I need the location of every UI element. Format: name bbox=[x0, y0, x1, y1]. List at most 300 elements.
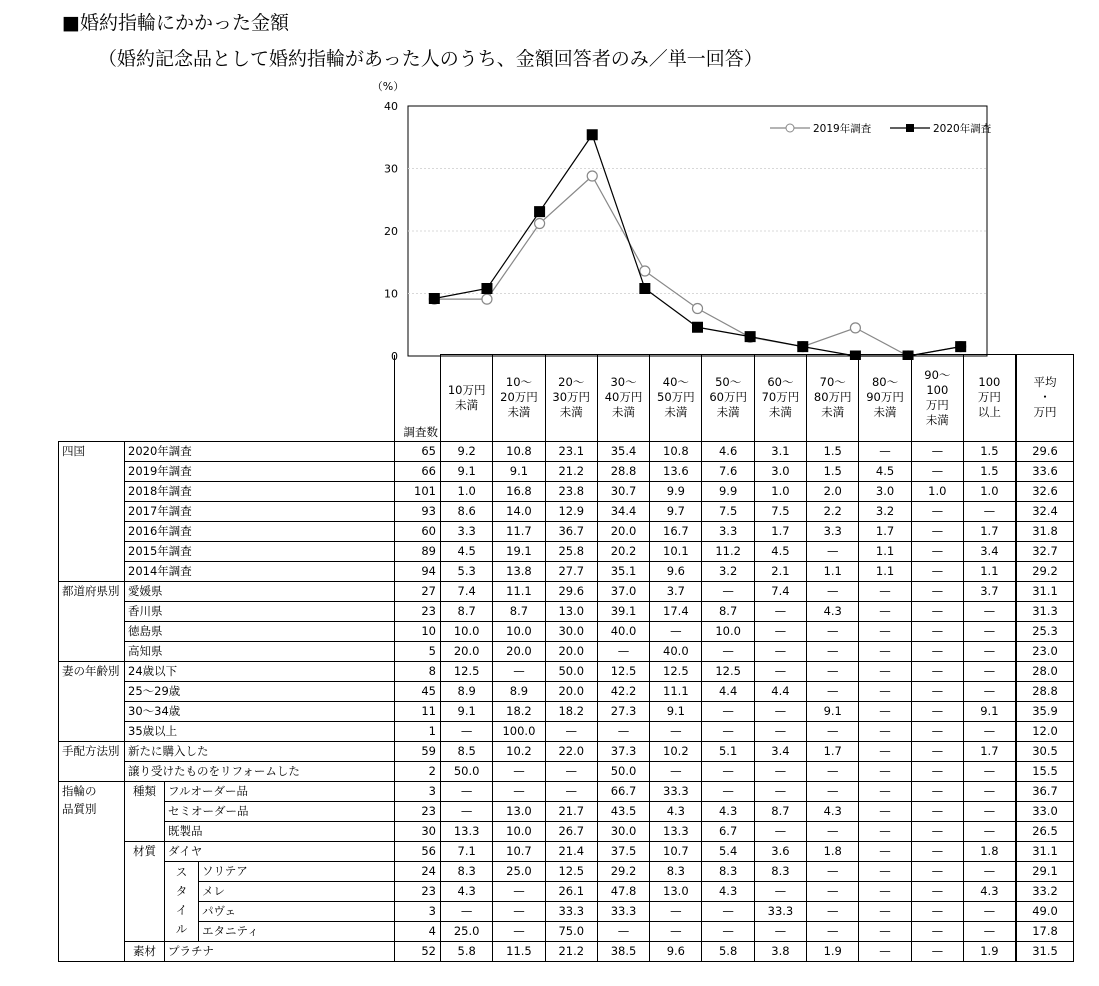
table-row bbox=[59, 761, 1074, 781]
value-cell: — bbox=[911, 941, 963, 961]
count-cell: 10 bbox=[395, 621, 441, 641]
value-cell: 7.4 bbox=[754, 581, 806, 601]
value-cell: — bbox=[911, 821, 963, 841]
value-cell: 13.0 bbox=[650, 881, 702, 901]
row-label: エタニティ bbox=[199, 921, 395, 941]
avg-cell: 26.5 bbox=[1016, 821, 1074, 841]
value-cell: 8.3 bbox=[441, 861, 493, 881]
count-cell: 3 bbox=[395, 781, 441, 801]
header-line: 60万円 bbox=[709, 390, 747, 405]
subgroup-label: 素材 bbox=[125, 941, 165, 961]
value-cell: 3.6 bbox=[754, 841, 806, 861]
value-cell: 66.7 bbox=[597, 781, 649, 801]
value-cell: — bbox=[963, 821, 1015, 841]
value-cell: — bbox=[859, 941, 911, 961]
column-header bbox=[702, 355, 754, 442]
value-cell: 8.7 bbox=[441, 601, 493, 621]
table-row bbox=[59, 941, 1074, 961]
value-cell: 11.1 bbox=[650, 681, 702, 701]
column-header bbox=[597, 355, 649, 442]
point-2020 bbox=[481, 283, 492, 294]
value-cell: — bbox=[911, 601, 963, 621]
value-cell: 25.8 bbox=[545, 541, 597, 561]
value-cell: 1.8 bbox=[807, 841, 859, 861]
value-cell: 35.4 bbox=[597, 441, 649, 461]
count-cell: 3 bbox=[395, 901, 441, 921]
count-cell: 8 bbox=[395, 661, 441, 681]
value-cell: — bbox=[807, 901, 859, 921]
value-cell: — bbox=[754, 641, 806, 661]
row-label: 既製品 bbox=[165, 821, 395, 841]
value-cell: 3.4 bbox=[754, 741, 806, 761]
value-cell: 37.0 bbox=[597, 581, 649, 601]
value-cell: — bbox=[911, 921, 963, 941]
value-cell: — bbox=[702, 721, 754, 741]
value-cell: 36.7 bbox=[545, 521, 597, 541]
row-label: 2018年調査 bbox=[125, 481, 395, 501]
count-cell: 66 bbox=[395, 461, 441, 481]
value-cell: — bbox=[963, 801, 1015, 821]
column-header bbox=[493, 355, 545, 442]
count-cell: 1 bbox=[395, 721, 441, 741]
point-2020 bbox=[955, 341, 966, 352]
style-label-char: イ bbox=[175, 903, 188, 917]
point-2020 bbox=[639, 283, 650, 294]
row-label: 25〜29歳 bbox=[125, 681, 395, 701]
group-label: 妻の年齢別 bbox=[59, 661, 125, 741]
value-cell: 8.5 bbox=[441, 741, 493, 761]
value-cell: 3.1 bbox=[754, 441, 806, 461]
value-cell: — bbox=[911, 561, 963, 581]
value-cell: 7.5 bbox=[754, 501, 806, 521]
value-cell: 4.4 bbox=[702, 681, 754, 701]
count-cell: 56 bbox=[395, 841, 441, 861]
value-cell: 18.2 bbox=[545, 701, 597, 721]
table-row bbox=[59, 721, 1074, 741]
legend-label: 2019年調査 bbox=[813, 123, 872, 135]
column-header bbox=[754, 355, 806, 442]
group-label-line: 品質別 bbox=[62, 801, 97, 816]
value-cell: — bbox=[493, 781, 545, 801]
column-header bbox=[859, 355, 911, 442]
group-label-line: 指輪の bbox=[62, 783, 97, 798]
value-cell: 25.0 bbox=[441, 921, 493, 941]
value-cell: 4.3 bbox=[807, 801, 859, 821]
value-cell: — bbox=[441, 781, 493, 801]
value-cell: 38.5 bbox=[597, 941, 649, 961]
value-cell: 34.4 bbox=[597, 501, 649, 521]
value-cell: 10.0 bbox=[441, 621, 493, 641]
value-cell: 10.2 bbox=[493, 741, 545, 761]
point-2020 bbox=[429, 293, 440, 304]
value-cell: — bbox=[807, 921, 859, 941]
value-cell: 13.3 bbox=[650, 821, 702, 841]
value-cell: 50.0 bbox=[597, 761, 649, 781]
table-row bbox=[59, 821, 1074, 841]
count-header: 調査数 bbox=[395, 355, 441, 442]
avg-header bbox=[1016, 355, 1074, 442]
avg-cell: 29.6 bbox=[1016, 441, 1074, 461]
value-cell: — bbox=[754, 621, 806, 641]
column-header bbox=[650, 355, 702, 442]
value-cell: 20.0 bbox=[597, 521, 649, 541]
legend-marker-circle bbox=[786, 124, 794, 132]
avg-cell: 28.8 bbox=[1016, 681, 1074, 701]
style-label-char: ス bbox=[175, 865, 188, 879]
count-cell: 60 bbox=[395, 521, 441, 541]
value-cell: 23.1 bbox=[545, 441, 597, 461]
avg-cell: 29.1 bbox=[1016, 861, 1074, 881]
y-tick-label: 30 bbox=[384, 162, 398, 176]
value-cell: 13.0 bbox=[545, 601, 597, 621]
value-cell: — bbox=[493, 901, 545, 921]
header-line: 20〜 bbox=[558, 375, 585, 390]
value-cell: — bbox=[859, 681, 911, 701]
value-cell: — bbox=[911, 721, 963, 741]
value-cell: 4.3 bbox=[963, 881, 1015, 901]
value-cell: 13.0 bbox=[493, 801, 545, 821]
value-cell: — bbox=[754, 661, 806, 681]
value-cell: — bbox=[493, 881, 545, 901]
value-cell: 3.7 bbox=[650, 581, 702, 601]
header-line: 30〜 bbox=[610, 375, 637, 390]
value-cell: 10.7 bbox=[650, 841, 702, 861]
value-cell: 8.3 bbox=[650, 861, 702, 881]
header-line: 100 bbox=[926, 382, 949, 397]
avg-cell: 32.7 bbox=[1016, 541, 1074, 561]
column-header bbox=[545, 355, 597, 442]
value-cell: 9.9 bbox=[650, 481, 702, 501]
value-cell: — bbox=[754, 601, 806, 621]
header-line: 万円 bbox=[1033, 405, 1057, 420]
value-cell: 10.1 bbox=[650, 541, 702, 561]
value-cell: 1.9 bbox=[963, 941, 1015, 961]
count-cell: 23 bbox=[395, 881, 441, 901]
group-label: 都道府県別 bbox=[59, 581, 125, 661]
row-label: 愛媛県 bbox=[125, 581, 395, 601]
avg-cell: 28.0 bbox=[1016, 661, 1074, 681]
avg-cell: 15.5 bbox=[1016, 761, 1074, 781]
value-cell: — bbox=[963, 601, 1015, 621]
value-cell: 12.5 bbox=[597, 661, 649, 681]
avg-cell: 31.5 bbox=[1016, 941, 1074, 961]
row-label: 35歳以上 bbox=[125, 721, 395, 741]
data-table bbox=[58, 354, 1074, 962]
value-cell: — bbox=[963, 921, 1015, 941]
value-cell: 11.5 bbox=[493, 941, 545, 961]
value-cell: — bbox=[754, 761, 806, 781]
header-line: 70〜 bbox=[819, 375, 846, 390]
avg-cell: 29.2 bbox=[1016, 561, 1074, 581]
header-line: 未満 bbox=[612, 405, 636, 420]
value-cell: — bbox=[650, 621, 702, 641]
value-cell: — bbox=[859, 661, 911, 681]
value-cell: — bbox=[545, 721, 597, 741]
value-cell: — bbox=[807, 721, 859, 741]
value-cell: 10.7 bbox=[493, 841, 545, 861]
row-label: 2014年調査 bbox=[125, 561, 395, 581]
value-cell: 1.7 bbox=[963, 521, 1015, 541]
value-cell: — bbox=[493, 661, 545, 681]
value-cell: 1.1 bbox=[963, 561, 1015, 581]
value-cell: 3.3 bbox=[702, 521, 754, 541]
legend-marker-square bbox=[906, 124, 914, 132]
value-cell: 42.2 bbox=[597, 681, 649, 701]
value-cell: 1.7 bbox=[754, 521, 806, 541]
value-cell: 4.6 bbox=[702, 441, 754, 461]
table-row bbox=[59, 461, 1074, 481]
header-line: 未満 bbox=[925, 412, 949, 427]
value-cell: — bbox=[963, 781, 1015, 801]
value-cell: 11.1 bbox=[493, 581, 545, 601]
value-cell: — bbox=[493, 761, 545, 781]
value-cell: — bbox=[807, 881, 859, 901]
avg-cell: 23.0 bbox=[1016, 641, 1074, 661]
header-line: 万円 bbox=[925, 397, 949, 412]
value-cell: 6.7 bbox=[702, 821, 754, 841]
count-cell: 27 bbox=[395, 581, 441, 601]
value-cell: 10.0 bbox=[702, 621, 754, 641]
count-cell: 59 bbox=[395, 741, 441, 761]
value-cell: — bbox=[807, 781, 859, 801]
value-cell: 10.8 bbox=[493, 441, 545, 461]
value-cell: — bbox=[911, 761, 963, 781]
value-cell: — bbox=[963, 501, 1015, 521]
value-cell: — bbox=[911, 621, 963, 641]
line-chart bbox=[0, 0, 1099, 360]
value-cell: 1.5 bbox=[807, 461, 859, 481]
header-line: 30万円 bbox=[552, 390, 591, 405]
table-row bbox=[59, 601, 1074, 621]
legend-label: 2020年調査 bbox=[933, 123, 992, 135]
value-cell: 21.2 bbox=[545, 941, 597, 961]
value-cell: 39.1 bbox=[597, 601, 649, 621]
value-cell: 9.1 bbox=[807, 701, 859, 721]
value-cell: 1.8 bbox=[963, 841, 1015, 861]
point-2019 bbox=[482, 294, 492, 304]
value-cell: — bbox=[754, 921, 806, 941]
value-cell: 1.0 bbox=[911, 481, 963, 501]
point-2019 bbox=[587, 171, 597, 181]
value-cell: — bbox=[754, 821, 806, 841]
subgroup-label: 材質 bbox=[125, 841, 165, 941]
column-header bbox=[807, 355, 859, 442]
value-cell: 4.4 bbox=[754, 681, 806, 701]
value-cell: — bbox=[754, 881, 806, 901]
value-cell: 20.0 bbox=[441, 641, 493, 661]
value-cell: — bbox=[859, 921, 911, 941]
value-cell: 4.3 bbox=[702, 881, 754, 901]
value-cell: 12.9 bbox=[545, 501, 597, 521]
value-cell: — bbox=[963, 721, 1015, 741]
value-cell: 27.3 bbox=[597, 701, 649, 721]
value-cell: 2.1 bbox=[754, 561, 806, 581]
row-label: 2016年調査 bbox=[125, 521, 395, 541]
table-row bbox=[59, 441, 1074, 461]
value-cell: 5.8 bbox=[702, 941, 754, 961]
table-row bbox=[59, 481, 1074, 501]
value-cell: 1.0 bbox=[441, 481, 493, 501]
avg-cell: 17.8 bbox=[1016, 921, 1074, 941]
value-cell: — bbox=[911, 701, 963, 721]
value-cell: — bbox=[911, 741, 963, 761]
value-cell: — bbox=[859, 621, 911, 641]
value-cell: 12.5 bbox=[650, 661, 702, 681]
value-cell: 75.0 bbox=[545, 921, 597, 941]
value-cell: — bbox=[963, 621, 1015, 641]
value-cell: 50.0 bbox=[545, 661, 597, 681]
count-cell: 11 bbox=[395, 701, 441, 721]
value-cell: — bbox=[702, 641, 754, 661]
page-subtitle: （婚約記念品として婚約指輪があった人のうち、金額回答者のみ／単一回答） bbox=[98, 48, 763, 70]
point-2020 bbox=[534, 206, 545, 217]
table-row bbox=[59, 621, 1074, 641]
avg-cell: 31.1 bbox=[1016, 581, 1074, 601]
value-cell: — bbox=[911, 661, 963, 681]
y-tick-label: 0 bbox=[391, 350, 398, 360]
value-cell: 9.1 bbox=[441, 461, 493, 481]
avg-cell: 49.0 bbox=[1016, 901, 1074, 921]
count-cell: 23 bbox=[395, 601, 441, 621]
table-row bbox=[59, 881, 1074, 901]
value-cell: 9.1 bbox=[493, 461, 545, 481]
value-cell: — bbox=[911, 801, 963, 821]
avg-cell: 31.8 bbox=[1016, 521, 1074, 541]
value-cell: 5.8 bbox=[441, 941, 493, 961]
column-header bbox=[911, 355, 963, 442]
value-cell: 3.0 bbox=[859, 481, 911, 501]
value-cell: — bbox=[859, 721, 911, 741]
header-line: ・ bbox=[1039, 390, 1051, 405]
point-2019 bbox=[850, 323, 860, 333]
value-cell: 7.5 bbox=[702, 501, 754, 521]
value-cell: 3.2 bbox=[702, 561, 754, 581]
value-cell: 2.2 bbox=[807, 501, 859, 521]
header-line: 40万円 bbox=[604, 390, 643, 405]
row-label: 2015年調査 bbox=[125, 541, 395, 561]
value-cell: 30.0 bbox=[545, 621, 597, 641]
value-cell: 9.6 bbox=[650, 941, 702, 961]
avg-cell: 33.0 bbox=[1016, 801, 1074, 821]
table-row bbox=[59, 521, 1074, 541]
value-cell: 5.1 bbox=[702, 741, 754, 761]
row-label: 24歳以下 bbox=[125, 661, 395, 681]
value-cell: — bbox=[859, 861, 911, 881]
group-label bbox=[59, 781, 125, 961]
value-cell: 17.4 bbox=[650, 601, 702, 621]
value-cell: 9.9 bbox=[702, 481, 754, 501]
row-label: 香川県 bbox=[125, 601, 395, 621]
value-cell: 9.1 bbox=[441, 701, 493, 721]
avg-cell: 30.5 bbox=[1016, 741, 1074, 761]
row-label: 2019年調査 bbox=[125, 461, 395, 481]
row-label: 2020年調査 bbox=[125, 441, 395, 461]
value-cell: 28.8 bbox=[597, 461, 649, 481]
value-cell: 4.5 bbox=[859, 461, 911, 481]
table-row bbox=[59, 741, 1074, 761]
value-cell: 1.5 bbox=[963, 461, 1015, 481]
row-label: 高知県 bbox=[125, 641, 395, 661]
row-label: ダイヤ bbox=[165, 841, 395, 861]
value-cell: 18.2 bbox=[493, 701, 545, 721]
value-cell: 4.5 bbox=[754, 541, 806, 561]
header-line: 80〜 bbox=[871, 375, 899, 390]
value-cell: — bbox=[545, 781, 597, 801]
value-cell: 33.3 bbox=[545, 901, 597, 921]
value-cell: — bbox=[911, 541, 963, 561]
value-cell: — bbox=[911, 521, 963, 541]
header-line: 60〜 bbox=[767, 375, 794, 390]
avg-cell: 32.6 bbox=[1016, 481, 1074, 501]
row-label: ソリテア bbox=[199, 861, 395, 881]
value-cell: 1.1 bbox=[859, 561, 911, 581]
value-cell: — bbox=[702, 901, 754, 921]
header-line: 100 bbox=[978, 375, 1001, 390]
value-cell: 4.5 bbox=[441, 541, 493, 561]
avg-cell: 25.3 bbox=[1016, 621, 1074, 641]
table-row bbox=[59, 861, 1074, 881]
avg-cell: 36.7 bbox=[1016, 781, 1074, 801]
value-cell: 1.7 bbox=[963, 741, 1015, 761]
y-axis-label: （%） bbox=[371, 80, 405, 93]
value-cell: 35.1 bbox=[597, 561, 649, 581]
value-cell: 10.2 bbox=[650, 741, 702, 761]
value-cell: — bbox=[650, 921, 702, 941]
value-cell: — bbox=[807, 681, 859, 701]
value-cell: 19.1 bbox=[493, 541, 545, 561]
header-line: 未満 bbox=[716, 405, 740, 420]
value-cell: — bbox=[650, 721, 702, 741]
value-cell: 1.0 bbox=[754, 481, 806, 501]
value-cell: 23.8 bbox=[545, 481, 597, 501]
row-label: 2017年調査 bbox=[125, 501, 395, 521]
value-cell: 14.0 bbox=[493, 501, 545, 521]
value-cell: 10.0 bbox=[493, 621, 545, 641]
value-cell: 3.8 bbox=[754, 941, 806, 961]
table-row bbox=[59, 781, 1074, 801]
value-cell: — bbox=[859, 881, 911, 901]
point-2020 bbox=[797, 341, 808, 352]
header-line: 未満 bbox=[664, 405, 688, 420]
value-cell: 5.4 bbox=[702, 841, 754, 861]
header-line: 80万円 bbox=[813, 390, 852, 405]
value-cell: — bbox=[702, 781, 754, 801]
point-2020 bbox=[692, 322, 703, 333]
value-cell: — bbox=[859, 581, 911, 601]
value-cell: 8.3 bbox=[702, 861, 754, 881]
value-cell: 12.5 bbox=[441, 661, 493, 681]
value-cell: 37.5 bbox=[597, 841, 649, 861]
value-cell: 11.2 bbox=[702, 541, 754, 561]
value-cell: 50.0 bbox=[441, 761, 493, 781]
row-label: 新たに購入した bbox=[125, 741, 395, 761]
value-cell: — bbox=[807, 861, 859, 881]
value-cell: 3.7 bbox=[963, 581, 1015, 601]
value-cell: 10.0 bbox=[493, 821, 545, 841]
avg-cell: 33.6 bbox=[1016, 461, 1074, 481]
value-cell: 3.3 bbox=[807, 521, 859, 541]
value-cell: 16.7 bbox=[650, 521, 702, 541]
header-line: 未満 bbox=[873, 405, 897, 420]
value-cell: 3.0 bbox=[754, 461, 806, 481]
value-cell: — bbox=[963, 761, 1015, 781]
value-cell: — bbox=[963, 861, 1015, 881]
value-cell: — bbox=[963, 901, 1015, 921]
value-cell: 8.6 bbox=[441, 501, 493, 521]
value-cell: 8.9 bbox=[441, 681, 493, 701]
avg-cell: 31.1 bbox=[1016, 841, 1074, 861]
value-cell: 8.7 bbox=[754, 801, 806, 821]
